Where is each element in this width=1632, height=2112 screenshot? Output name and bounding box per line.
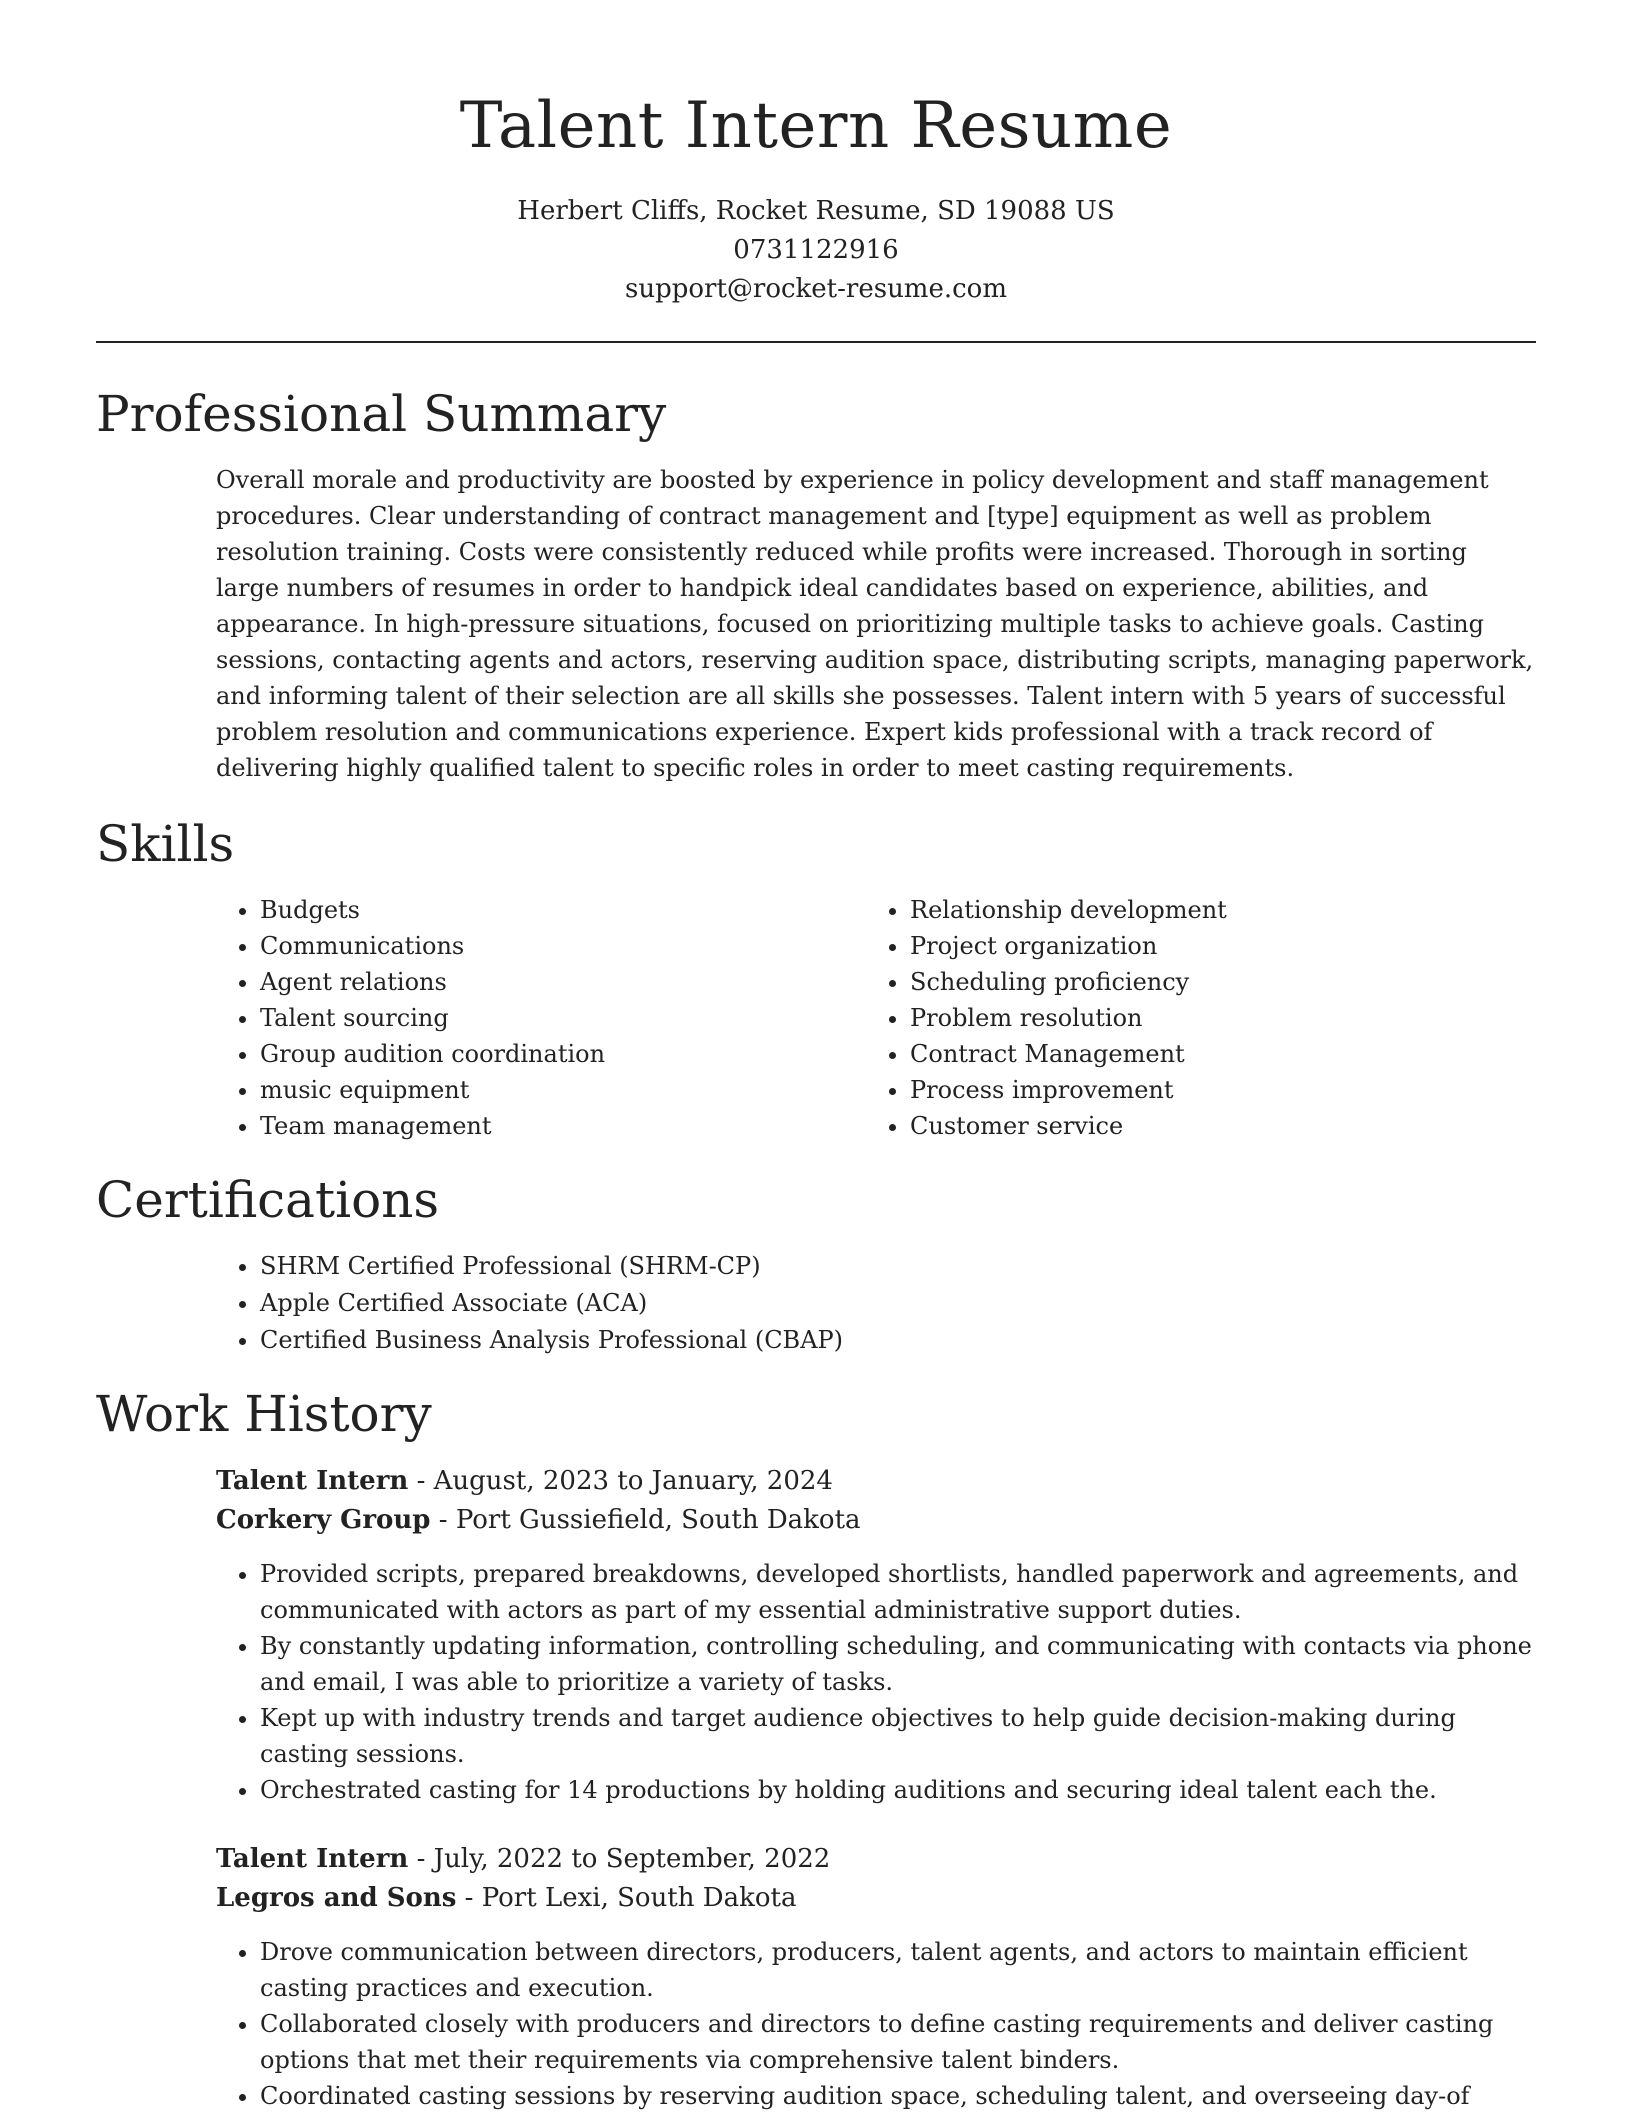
job-title-line	[216, 1462, 1536, 1501]
summary-text: Overall morale and productivity are boosted by experience in policy development and staff management procedures. Clear understanding of contract management and [type] equipment as well as problem resolution training. Costs were consistently reduced while profits were increased. Thorough in sorting large numbers of resumes in order to handpick ideal candidates based on experience, abilities, and appearance. In high-pressure situations, focused on prioritizing multiple tasks to achieve goals. Casting sessions, contacting agents and actors, reserving audition space, distributing scripts, managing paperwork, and informing talent of their selection are all skills she possesses. Talent intern with 5 years of successful problem resolution and communications experience. Expert kids professional with a track record of delivering highly qualified talent to specific roles in order to meet casting requirements.	[216, 466, 1534, 782]
job-title-line	[216, 1840, 1536, 1879]
job-duty: • Coordinated casting sessions by reserving audition space, scheduling talent, and overseeing day-of	[260, 2078, 1536, 2112]
skill-item: • Customer service	[910, 1108, 1506, 1144]
job-entry	[216, 1462, 1536, 1808]
job-dates: August, 2023 to January, 2024	[433, 1466, 833, 1496]
work-history-heading: Work History	[96, 1385, 432, 1443]
job-separator: -	[408, 1844, 434, 1874]
job-duty: • Collaborated closely with producers and directors to define casting requirements and deliver casting options that met their requirements via comprehensive talent binders.	[260, 2006, 1536, 2078]
resume-title: Talent Intern Resume	[459, 89, 1173, 163]
skills-column-left	[216, 892, 856, 1144]
skills-list-right	[866, 892, 1506, 1144]
summary-heading: Professional Summary	[96, 385, 667, 443]
skill-item: • Budgets	[260, 892, 856, 928]
skill-item: • Project organization	[910, 928, 1506, 964]
job-duty: • Kept up with industry trends and target audience objectives to help guide decision-making during casting sessions.	[260, 1700, 1536, 1772]
skill-item: • Scheduling proficiency	[910, 964, 1506, 1000]
certification-item: • Apple Certified Associate (ACA)	[260, 1285, 1536, 1322]
contact-address: Herbert Cliffs, Rocket Resume, SD 19088 US	[517, 196, 1115, 226]
skills-column-right	[866, 892, 1506, 1144]
job-separator: -	[430, 1505, 456, 1535]
certification-item: • SHRM Certified Professional (SHRM-CP)	[260, 1248, 1536, 1285]
skill-item: • Agent relations	[260, 964, 856, 1000]
certifications-heading: Certifications	[96, 1171, 440, 1229]
job-company: Corkery Group	[216, 1505, 431, 1535]
contact-email: support@rocket-resume.com	[624, 274, 1007, 304]
job-duty: • Drove communication between directors, producers, talent agents, and actors to maintain efficient casting practices and execution.	[260, 1934, 1536, 2006]
contact-phone: 0731122916	[733, 235, 899, 265]
skills-list-left	[216, 892, 856, 1144]
job-title: Talent Intern	[216, 1844, 409, 1874]
job-duty: • Orchestrated casting for 14 productions by holding auditions and securing ideal talent each the.	[260, 1772, 1536, 1808]
job-entry	[216, 1840, 1536, 2112]
contact-info	[0, 192, 1632, 309]
job-duties-list	[216, 1934, 1536, 2112]
skill-item: • Communications	[260, 928, 856, 964]
skill-item: • Group audition coordination	[260, 1036, 856, 1072]
job-company-line	[216, 1879, 1536, 1918]
skill-item: • Contract Management	[910, 1036, 1506, 1072]
certification-item: • Certified Business Analysis Professional (CBAP)	[260, 1322, 1536, 1359]
skill-item: • Team management	[260, 1108, 856, 1144]
job-location: Port Lexi, South Dakota	[481, 1883, 797, 1913]
job-company: Legros and Sons	[216, 1883, 457, 1913]
job-dates: July, 2022 to September, 2022	[433, 1844, 831, 1874]
job-separator: -	[408, 1466, 434, 1496]
skill-item: • music equipment	[260, 1072, 856, 1108]
job-duty: • Provided scripts, prepared breakdowns, developed shortlists, handled paperwork and agreements, and communicated with actors as part of my essential administrative support duties.	[260, 1556, 1536, 1628]
skill-item: • Process improvement	[910, 1072, 1506, 1108]
certifications-list	[216, 1248, 1536, 1359]
job-duty: • By constantly updating information, controlling scheduling, and communicating with contacts via phone and email, I was able to prioritize a variety of tasks.	[260, 1628, 1536, 1700]
job-separator: -	[456, 1883, 482, 1913]
job-location: Port Gussiefield, South Dakota	[455, 1505, 861, 1535]
skill-item: • Relationship development	[910, 892, 1506, 928]
skill-item: • Problem resolution	[910, 1000, 1506, 1036]
job-duties-list	[216, 1556, 1536, 1808]
header-divider	[96, 341, 1536, 343]
certifications-block	[216, 1248, 1536, 1359]
job-title: Talent Intern	[216, 1466, 409, 1496]
skill-item: • Talent sourcing	[260, 1000, 856, 1036]
skills-heading: Skills	[96, 815, 235, 873]
job-company-line	[216, 1501, 1536, 1540]
